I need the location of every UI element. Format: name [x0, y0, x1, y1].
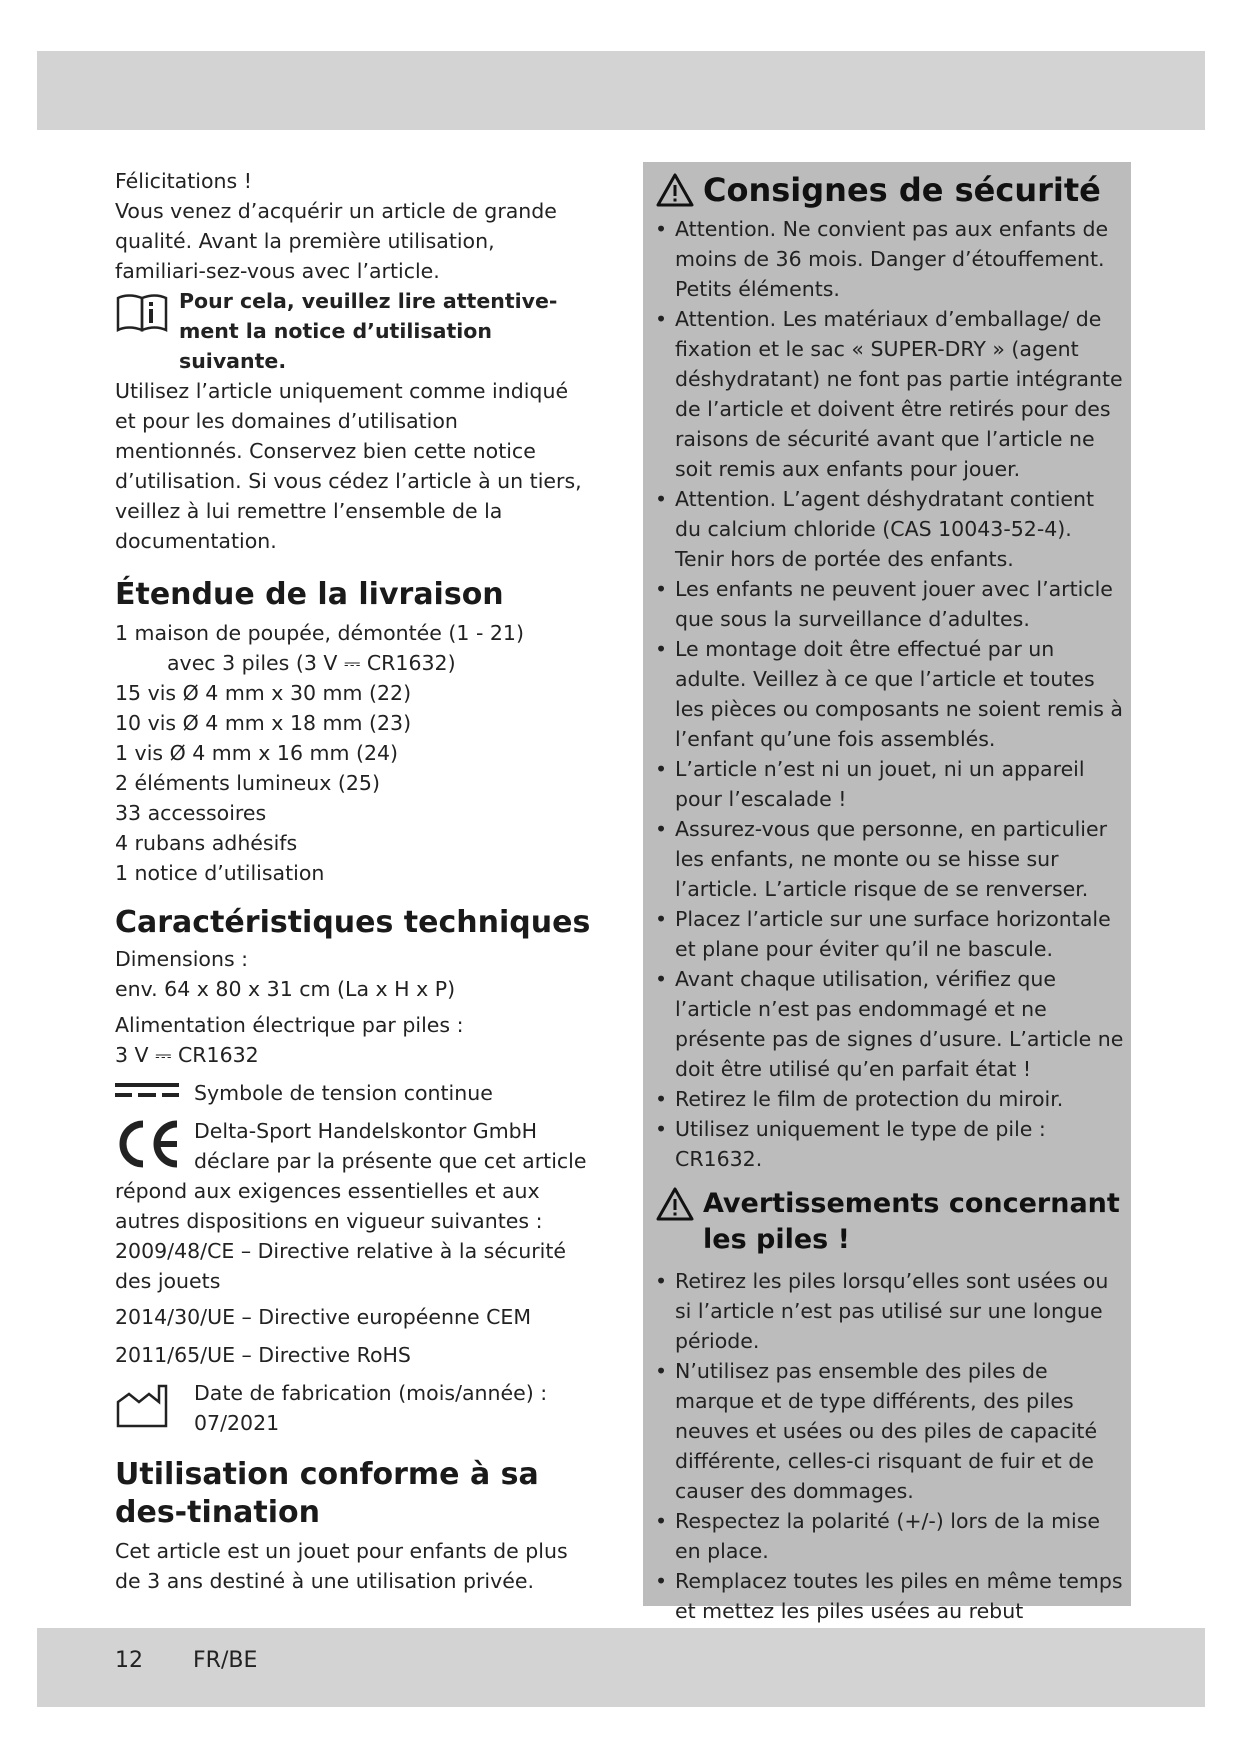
list-item: • Attention. Ne convient pas aux enfants de moins de 36 mois. Danger d’étouffement. Petits éléments.	[655, 214, 1125, 304]
intro-paragraph: Vous venez d’acquérir un article de grande qualité. Avant la première utilisation, familiari-sez-vous avec l’article.	[115, 199, 557, 283]
directive-rohs: 2011/65/UE – Directive RoHS	[115, 1343, 411, 1367]
ce-mark-icon	[115, 1116, 194, 1176]
ce-row	[115, 1116, 595, 1176]
warning-icon	[655, 1186, 695, 1222]
list-item: • Le montage doit être effectué par un adulte. Veillez à ce que l’article et toutes les pièces ou composants ne soient remis à l’enfant qu’une fois assemblés.	[655, 634, 1125, 754]
list-item: • Attention. Les matériaux d’emballage/ de fixation et le sac « SUPER-DRY » (agent déshydratant) ne font pas partie intégrante de l’article et doivent être retirés pour des raisons de sécurité avant que l’article ne soit remis aux enfants pour jouer.	[655, 304, 1125, 484]
list-item: • Remplacez toutes les piles en même temps et mettez les piles usées au rebut	[655, 1566, 1125, 1656]
list-item: • Retirez le film de protection du miroir.	[655, 1084, 1125, 1114]
list-item: • Assurez-vous que personne, en particulier les enfants, ne monte ou se hisse sur l’article. L’article risque de se renverser.	[655, 814, 1125, 904]
dc-current-icon	[115, 1078, 194, 1108]
ce-declaration-cont: répond aux exigences essentielles et aux autres dispositions en vigueur suivantes :	[115, 1179, 543, 1233]
list-item: • N’utilisez pas ensemble des piles de marque et de type différents, des piles neuves et usées ou des piles de capacité différente, celles-ci risquant de fuir et de causer des dommages.	[655, 1356, 1125, 1506]
directive-emc: 2014/30/UE – Directive européenne CEM	[115, 1305, 532, 1329]
safety-box	[643, 162, 1131, 1623]
congrats-line: Félicitations !	[115, 169, 252, 193]
battery-title-line1: Avertissements concernant	[703, 1188, 1120, 1219]
list-item: • Les enfants ne peuvent jouer avec l’article que sous la surveillance d’adultes.	[655, 574, 1125, 634]
factory-icon	[115, 1378, 194, 1438]
mfg-value: 07/2021	[194, 1411, 280, 1435]
tech-title: Caractéristiques techniques	[115, 905, 591, 940]
language-code: FR/BE	[193, 1648, 258, 1673]
list-item: • Retirez les piles lorsqu’elles sont usées ou si l’article n’est pas utilisé sur une longue période.	[655, 1266, 1125, 1356]
battery-list	[655, 1266, 1125, 1656]
list-item: 10 vis Ø 4 mm x 18 mm (23)	[115, 711, 412, 735]
list-item: • Placez l’article sur une surface horizontale et plane pour éviter qu’il ne bascule.	[655, 904, 1125, 964]
battery-heading	[655, 1186, 1125, 1258]
page-number: 12	[115, 1648, 143, 1673]
list-item: 1 vis Ø 4 mm x 16 mm (24)	[115, 741, 399, 765]
mfg-label: Date de fabrication (mois/année) :	[194, 1381, 548, 1405]
list-item: • Attention. L’agent déshydratant contient du calcium chloride (CAS 10043-52-4). Tenir hors de portée des enfants.	[655, 484, 1125, 574]
list-item: 4 rubans adhésifs	[115, 831, 298, 855]
intended-title: Utilisation conforme à sa des-tination	[115, 1457, 539, 1530]
left-column	[115, 166, 595, 1596]
safety-heading	[655, 170, 1125, 210]
intended-text: Cet article est un jouet pour enfants de plus de 3 ans destiné à une utilisation privée.	[115, 1539, 568, 1593]
dimensions-label: Dimensions :	[115, 947, 249, 971]
list-item: 1 maison de poupée, démontée (1 - 21)	[115, 621, 524, 645]
directive-toys: 2009/48/CE – Directive relative à la sécurité des jouets	[115, 1239, 566, 1293]
dc-symbol-text: Symbole de tension continue	[194, 1081, 493, 1105]
dc-symbol-row	[115, 1078, 595, 1108]
header-band	[37, 51, 1205, 130]
list-item: • Avant chaque utilisation, vérifiez que l’article n’est pas endommagé et ne présente pas de signes d’usure. L’article ne doit être utilisé qu’en parfait état !	[655, 964, 1125, 1084]
list-item: 15 vis Ø 4 mm x 30 mm (22)	[115, 681, 412, 705]
warning-icon	[655, 172, 695, 208]
safety-content	[655, 170, 1125, 1656]
power-value: 3 V ⎓ CR1632	[115, 1043, 259, 1067]
read-manual-note	[115, 286, 595, 376]
list-item: 2 éléments lumineux (25)	[115, 771, 380, 795]
read-manual-text: Pour cela, veuillez lire attentive-ment la notice d’utilisation suivante.	[179, 289, 558, 373]
dimensions-value: env. 64 x 80 x 31 cm (La x H x P)	[115, 977, 456, 1001]
delivery-title: Étendue de la livraison	[115, 577, 504, 612]
power-label: Alimentation électrique par piles :	[115, 1013, 464, 1037]
list-item: avec 3 piles (3 V ⎓ CR1632)	[167, 651, 456, 675]
list-item: • L’article n’est ni un jouet, ni un appareil pour l’escalade !	[655, 754, 1125, 814]
list-item: • Utilisez uniquement le type de pile : CR1632.	[655, 1114, 1125, 1174]
battery-title-line2: les piles !	[703, 1224, 850, 1255]
safety-title: Consignes de sécurité	[703, 171, 1101, 209]
safety-list	[655, 214, 1125, 1174]
book-info-icon	[115, 286, 179, 342]
delivery-list	[115, 618, 595, 888]
list-item: 1 notice d’utilisation	[115, 861, 325, 885]
ce-declaration: déclare par la présente que cet article	[194, 1149, 587, 1173]
usage-paragraph: Utilisez l’article uniquement comme indiqué et pour les domaines d’utilisation mentionnés. Conservez bien cette notice d’utilisation. Si vous cédez l’article à un tiers, veillez à lui remettre l’ensemble de la documentation.	[115, 379, 582, 553]
list-item: • Respectez la polarité (+/-) lors de la mise en place.	[655, 1506, 1125, 1566]
ce-company: Delta-Sport Handelskontor GmbH	[194, 1119, 538, 1143]
mfg-row	[115, 1378, 595, 1438]
list-item: 33 accessoires	[115, 801, 267, 825]
